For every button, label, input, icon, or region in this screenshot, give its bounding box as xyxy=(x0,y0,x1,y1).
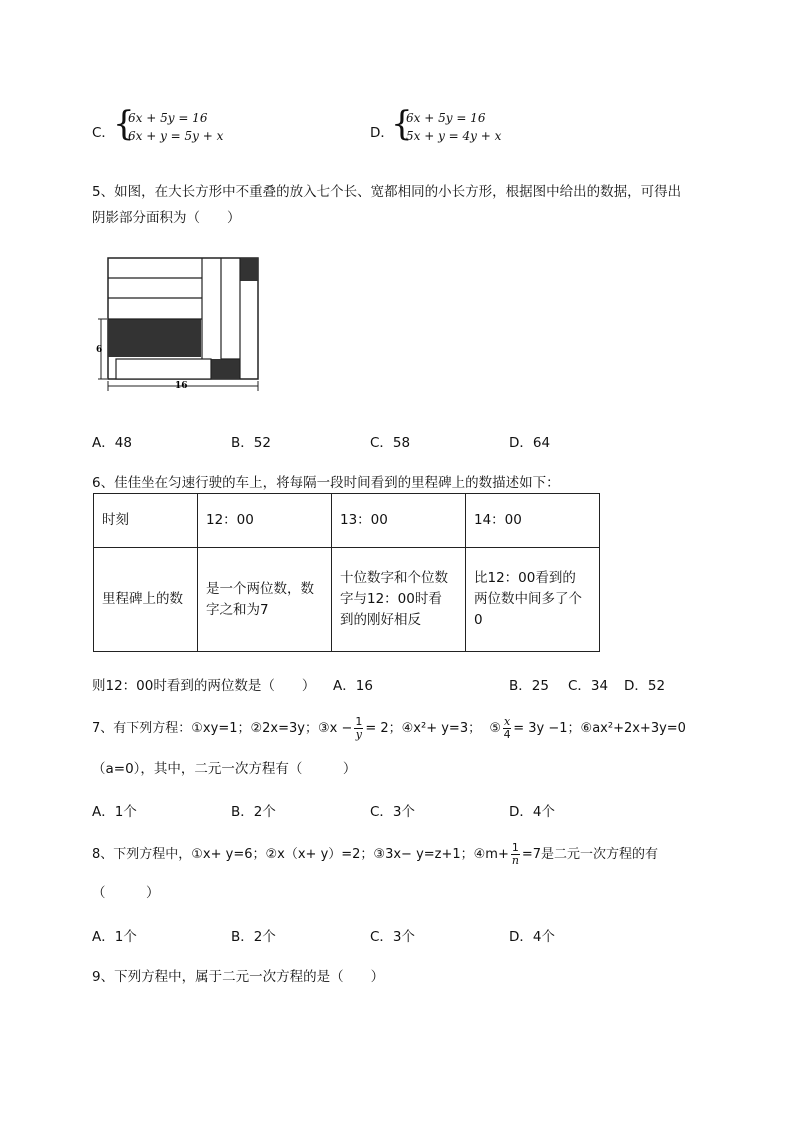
q7-line2: （a=0），其中，二元一次方程有（ ） xyxy=(92,761,357,777)
q8-option-a[interactable]: A．1个 xyxy=(92,929,137,945)
table-cell-1400: 比12：00看到的 两位数中间多了个 0 xyxy=(466,548,600,652)
q6-question: 则12：00时看到的两位数是（ ） xyxy=(92,678,316,694)
q4-option-d-eq1: 6x + 5y = 16 xyxy=(406,111,486,125)
q8-line2: （ ） xyxy=(92,885,160,901)
table-row-label: 里程碑上的数 xyxy=(94,548,198,652)
q4-option-c-label: C． xyxy=(92,125,115,141)
figure-shaded-top-right xyxy=(240,258,258,281)
q6-option-d[interactable]: D．52 xyxy=(624,678,666,694)
table-header-1400: 14：00 xyxy=(466,494,600,548)
q8-option-c[interactable]: C．3个 xyxy=(370,929,416,945)
q4-option-d-brace: { xyxy=(391,104,413,144)
q4-option-c-eq2: 6x + y = 5y + x xyxy=(128,129,224,143)
q6-option-b[interactable]: B．25 xyxy=(509,678,549,694)
q6-stem: 6、佳佳坐在匀速行驶的车上，将每隔一段时间看到的里程碑上的数描述如下： xyxy=(92,475,560,491)
table-header-1200: 12：00 xyxy=(198,494,332,548)
table-cell-1300: 十位数字和个位数 字与12：00时看 到的刚好相反 xyxy=(332,548,466,652)
q8-line1-post: =7是二元一次方程的有 xyxy=(521,847,659,862)
q7-prefix: 7、有下列方程： xyxy=(92,721,192,736)
q8-option-b[interactable]: B．2个 xyxy=(231,929,276,945)
q5-option-a[interactable]: A．48 xyxy=(92,435,132,451)
q6-option-a[interactable]: A．16 xyxy=(333,678,373,694)
figure-label-width: 16 xyxy=(175,381,188,391)
q8-option-d[interactable]: D．4个 xyxy=(509,929,555,945)
table-cell-1200: 是一个两位数，数 字之和为7 xyxy=(198,548,332,652)
q5-rectangles-figure xyxy=(95,250,265,400)
q7-eq1: ①xy=1； xyxy=(191,721,251,736)
table-header-time: 时刻 xyxy=(94,494,198,548)
q5-stem-line2: 阴影部分面积为（ ） xyxy=(92,210,241,226)
q4-option-d-eq2: 5x + y = 4y + x xyxy=(406,129,502,143)
q7-line1 xyxy=(92,716,686,741)
q5-option-d[interactable]: D．64 xyxy=(509,435,551,451)
q6-option-c[interactable]: C．34 xyxy=(568,678,609,694)
q7-option-d[interactable]: D．4个 xyxy=(509,804,555,820)
figure-shaded-bottom-right xyxy=(211,359,240,379)
q7-eq6: ⑥ax²+2x+3y=0 xyxy=(580,721,686,736)
figure-shaded-left xyxy=(108,319,201,357)
q7-option-c[interactable]: C．3个 xyxy=(370,804,416,820)
q8-line1-pre: 8、下列方程中，①x+ y=6；②x（x+ y）=2；③3x− y=z+1；④m+ xyxy=(92,847,509,862)
q7-option-a[interactable]: A．1个 xyxy=(92,804,137,820)
q4-option-d-system xyxy=(406,109,501,145)
q4-option-c-brace: { xyxy=(113,104,135,144)
table-header-1300: 13：00 xyxy=(332,494,466,548)
q7-eq2: ②2x=3y； xyxy=(250,721,318,736)
q4-option-c-eq1: 6x + 5y = 16 xyxy=(128,111,208,125)
q5-stem-line1: 5、如图，在大长方形中不重叠的放入七个长、宽都相同的小长方形，根据图中给出的数据，可得出 xyxy=(92,184,682,200)
q4-option-d-label: D． xyxy=(370,125,394,141)
q8-fraction: $\frac{1}{n}$ xyxy=(511,841,519,867)
figure-label-height: 6 xyxy=(96,345,103,355)
q7-option-b[interactable]: B．2个 xyxy=(231,804,276,820)
q9-stem: 9、下列方程中，属于二元一次方程的是（ ） xyxy=(92,969,385,985)
q4-option-c-system xyxy=(128,109,223,145)
q6-milestone-table xyxy=(93,493,600,652)
q8-line1 xyxy=(92,842,658,867)
q7-eq5: ⑤ $\frac{x}{4}$ = 3y −1； xyxy=(489,715,581,741)
q5-option-c[interactable]: C．58 xyxy=(370,435,411,451)
q7-eq4: ④x²+ y=3； xyxy=(401,721,482,736)
q7-eq3: ③x − $\frac{1}{y}$ = 2； xyxy=(317,715,402,741)
q5-option-b[interactable]: B．52 xyxy=(231,435,271,451)
